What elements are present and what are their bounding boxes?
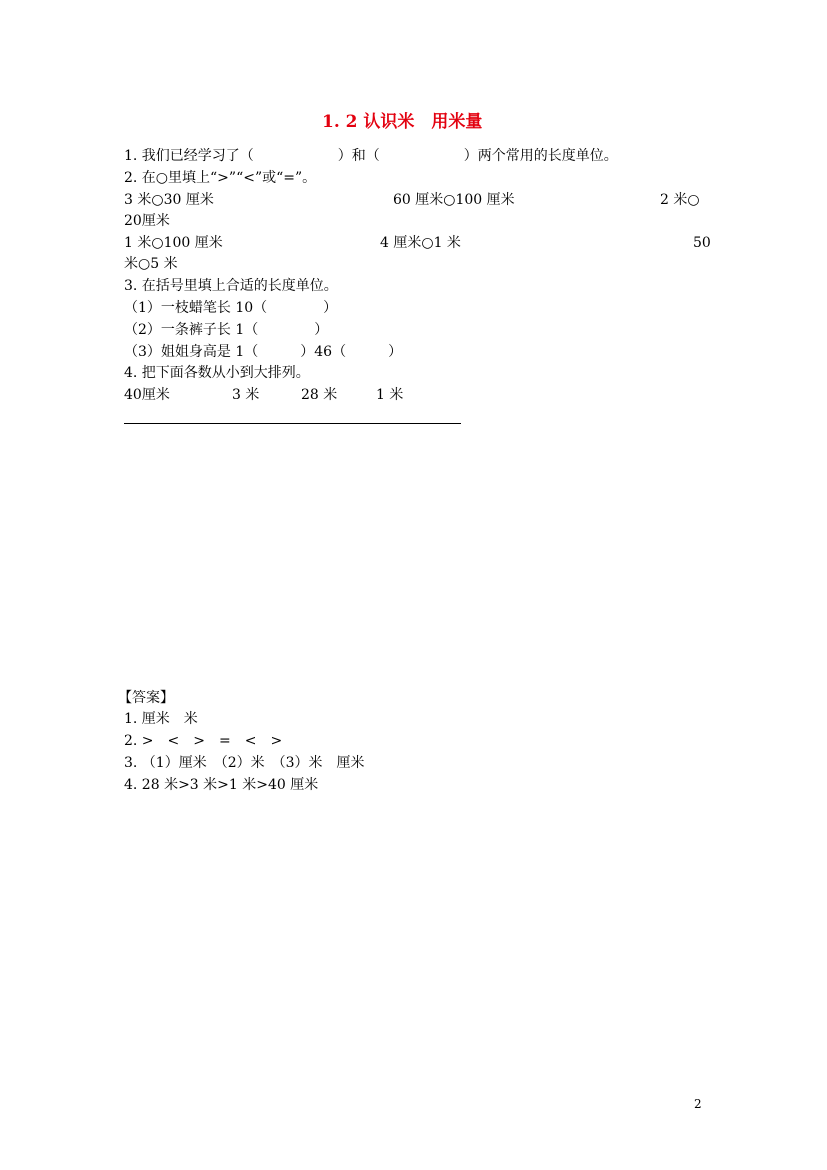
q2-item-1: 3 米○30 厘米	[124, 192, 214, 208]
q2-item-2: 60 厘米○100 厘米	[393, 192, 515, 208]
q4-value-2: 3 米	[232, 387, 260, 403]
page-title: 1. 2 认识米 用米量	[322, 112, 483, 132]
answer-3: 3. （1）厘米 （2）米 （3）米 厘米	[124, 755, 365, 771]
q2-item-6: 50	[693, 235, 711, 251]
question-3-prompt: 3. 在括号里填上合适的长度单位。	[124, 278, 338, 294]
q2-item-6-continued: 米○5 米	[124, 256, 178, 272]
answers-heading: 【答案】	[118, 690, 174, 706]
page-number: 2	[694, 1097, 702, 1111]
q2-item-3: 2 米○	[660, 192, 700, 208]
q3-item-3: （3）姐姐身高是 1（ ）46（ ）	[124, 344, 403, 360]
answer-4: 4. 28 米>3 米>1 米>40 厘米	[124, 777, 319, 793]
answer-2: 2. > < > = < >	[124, 733, 283, 749]
question-4-prompt: 4. 把下面各数从小到大排列。	[124, 365, 310, 381]
question-2-prompt: 2. 在○里填上“>”“<”或“=”。	[124, 170, 317, 186]
q2-item-4: 1 米○100 厘米	[124, 235, 223, 251]
answer-line	[124, 423, 461, 424]
q4-value-4: 1 米	[376, 387, 404, 403]
q3-item-2: （2）一条裤子长 1（ ）	[124, 322, 329, 338]
q4-value-1: 40厘米	[124, 387, 170, 403]
answer-1: 1. 厘米 米	[124, 711, 198, 727]
q4-value-3: 28 米	[301, 387, 338, 403]
q3-item-1: （1）一枝蜡笔长 10（ ）	[124, 300, 338, 316]
q2-item-5: 4 厘米○1 米	[380, 235, 461, 251]
q2-item-3-continued: 20厘米	[124, 213, 170, 229]
question-1: 1. 我们已经学习了（ ）和（ ）两个常用的长度单位。	[124, 148, 618, 164]
